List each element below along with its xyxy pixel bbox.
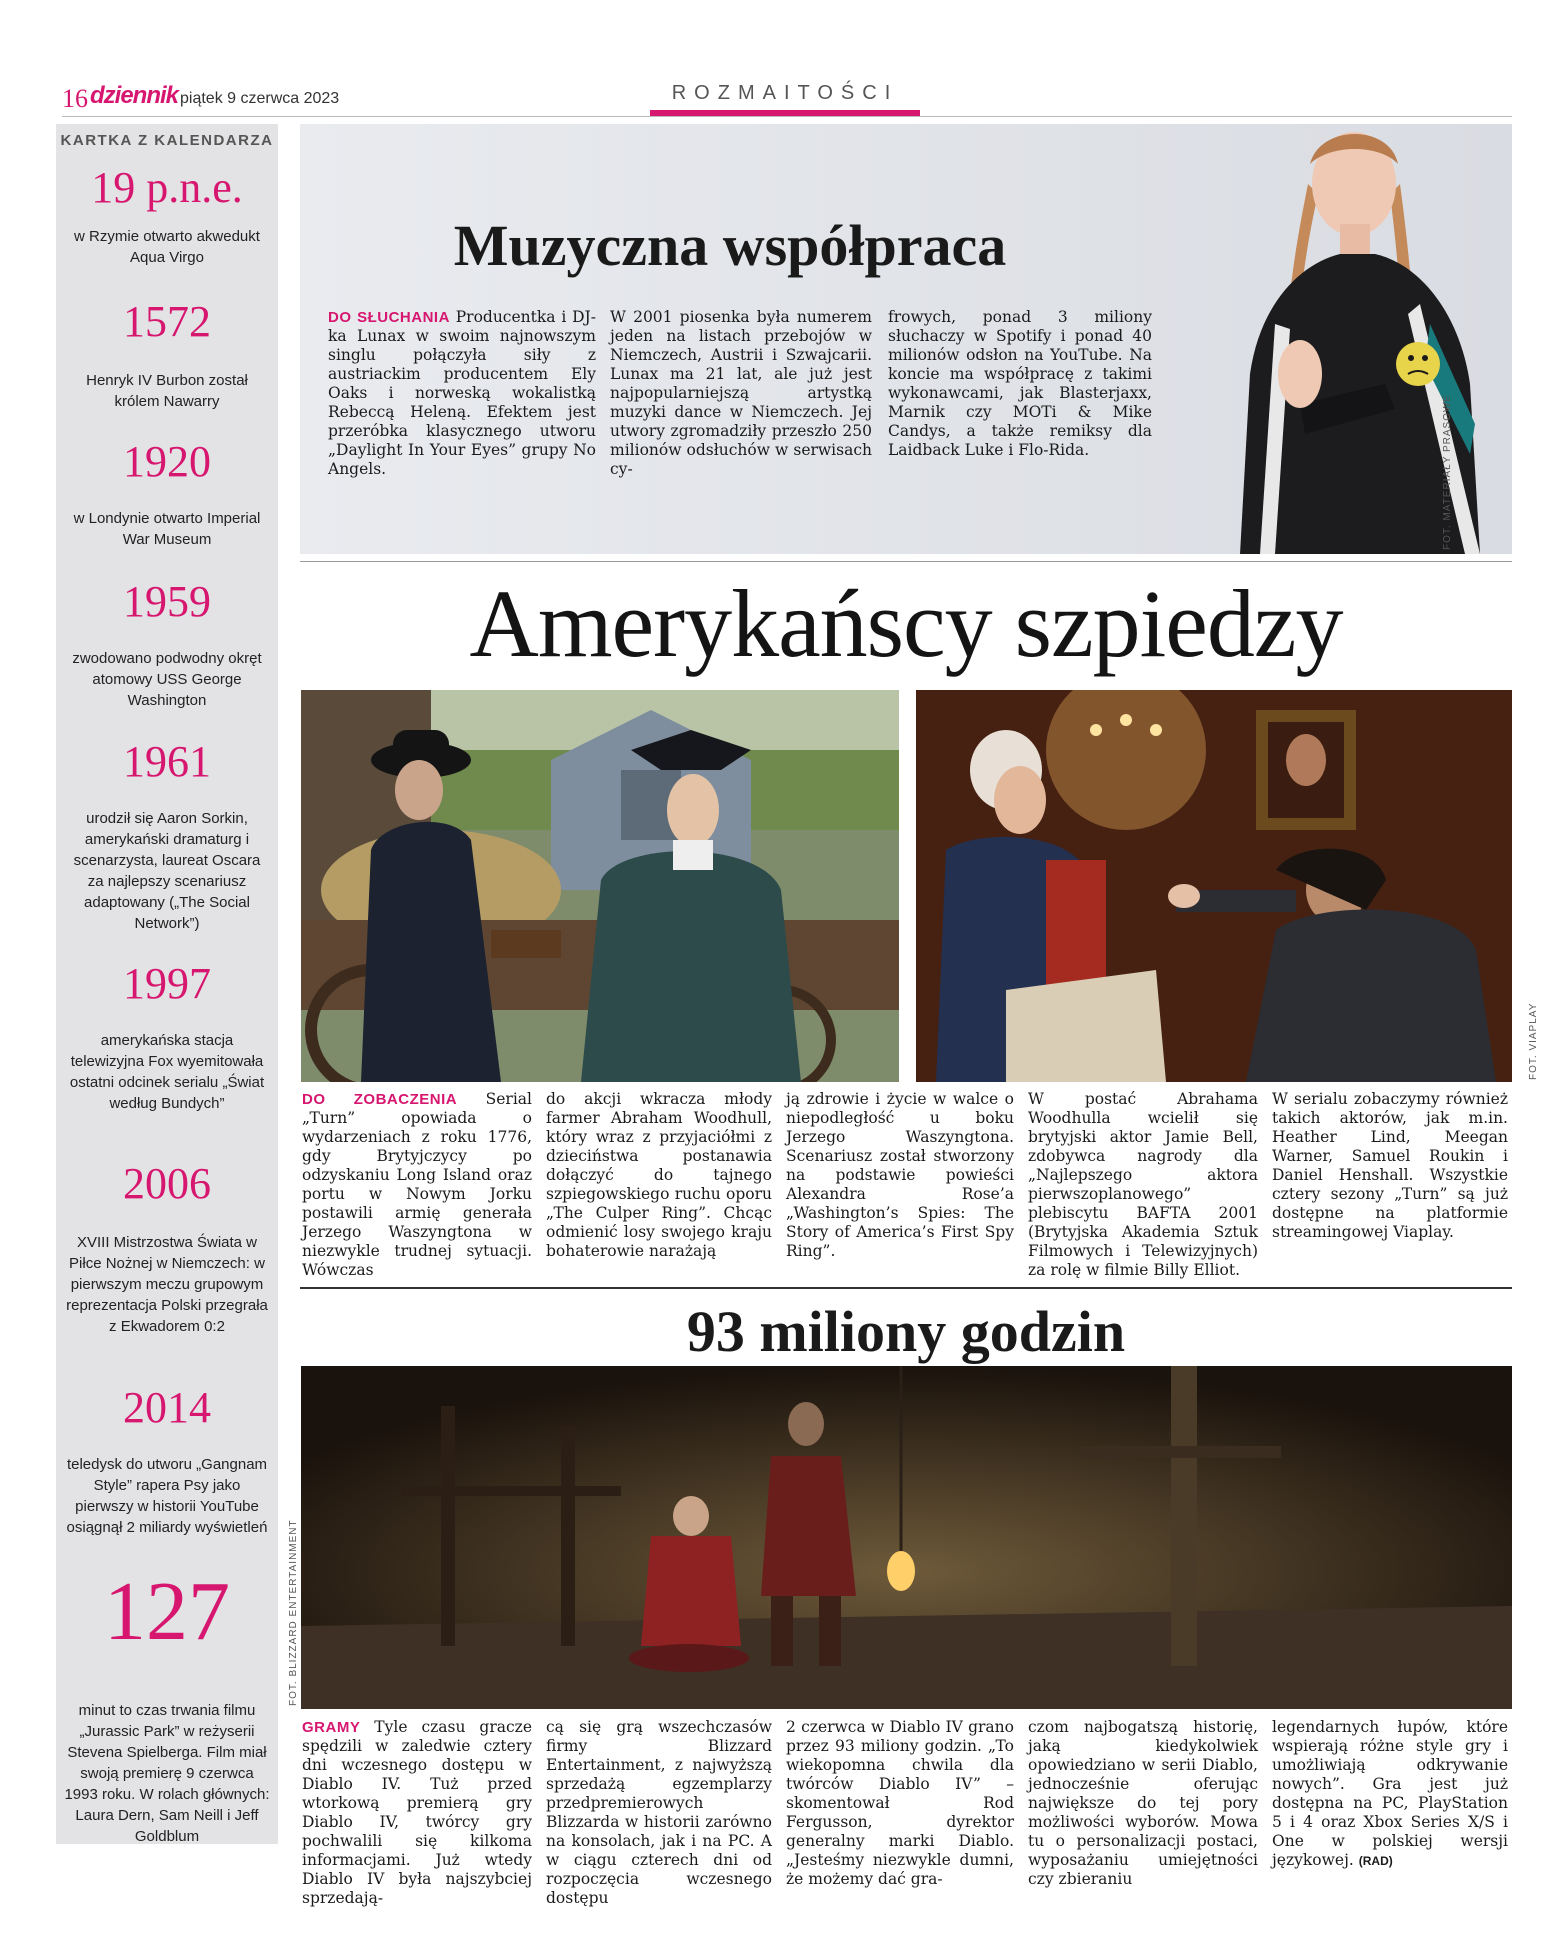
calendar-event: w Rzymie otwarto akwedukt Aqua Virgo: [74, 228, 260, 266]
game-article-col3: 2 czerwca w Diablo IV grano przez 93 miliony godzin. „To wiekopomna chwila dla twórców Diablo IV” – skomentował Rod Fergusson, dyrektor generalny marki Diablo. „Jesteśmy niezwykle dumni, że możemy dać gra-: [786, 1718, 1014, 1888]
calendar-event: w Londynie otwarto Imperial War Museum: [73, 510, 261, 548]
calendar-sidebar: [56, 124, 278, 1844]
music-article-col3: frowych, ponad 3 miliony słuchaczy w Spotify i ponad 40 milionów odsłon na YouTube. Na koncie ma współpracę z takimi wykonawcami, jak Blasterjaxx, Marnik czy MOTi & Mike Candys, a także remiksy dla Laidback Luke i Flo-Rida.: [888, 308, 1152, 459]
calendar-event: minut to czas trwania filmu „Jurassic Park” w reżyserii Stevena Spielberga. Film miał swoją premierę 9 czerwca 1993 roku. W rolach głównych: Laura Dern, Sam Neill i Jeff Goldblum: [64, 1702, 270, 1845]
calendar-year: 1959: [123, 577, 211, 626]
music-article-title: Muzyczna współpraca: [453, 213, 1007, 278]
spies-article-col1: [302, 1090, 532, 1280]
game-photo-credit: FOT. BLIZZARD ENTERTAINMENT: [288, 1519, 299, 1706]
game-article-col2: cą się grą wszechczasów firmy Blizzard Entertainment, z najwyższą sprzedażą egzemplarzy przedpremierowych Blizzarda w historii zarówno na konsolach, jak i na PC. A w ciągu czterech dni od rozpoczęcia wczesnego dostępu: [546, 1718, 772, 1907]
calendar-event: amerykańska stacja telewizyjna Fox wyemitowała ostatni odcinek serialu „Świat według Bundych”: [69, 1032, 265, 1112]
spies-article-lead: DO ZOBACZENIA: [302, 1091, 458, 1108]
spies-article-col5: W serialu zobaczymy również takich aktorów, jak m.in. Heather Lind, Meegan Warner, Samuel Roukin i Daniel Henshall. Wszystkie cztery sezony „Turn” są już dostępne na platformie streamingowej Viaplay.: [1272, 1090, 1508, 1241]
diablo-game-screenshot: [301, 1366, 1512, 1709]
section-rule: [300, 561, 1512, 562]
calendar-year: 2014: [123, 1383, 211, 1432]
sidebar-title: KARTKA Z KALENDARZA: [60, 132, 274, 149]
calendar-event: zwodowano podwodny okręt atomowy USS George Washington: [72, 650, 262, 709]
series-still-interior: [916, 690, 1512, 1082]
spies-article-col4: W postać Abrahama Woodhulla wcielił się brytyjski aktor Jamie Bell, zdobywca nagrody dla „Najlepszego aktora pierwszoplanowego” plebiscytu BAFTA 2001 (Brytyjska Akademia Sztuk Filmowych i Telewizyjnych) za rolę w filmie Billy Elliot.: [1028, 1090, 1258, 1279]
calendar-year: 2006: [123, 1159, 211, 1208]
game-article-text: Tyle czasu gracze spędzili w zaledwie cztery dni wczesnego dostępu w Diablo IV. Tuż przed wtorkową premierą gry Diablo IV, twórcy gry pochwalili się kilkoma informacjami. Już wtedy Diablo IV była najszybciej sprzedają-: [302, 1718, 532, 1907]
music-article-lead: DO SŁUCHANIA: [328, 309, 450, 326]
calendar-year: 19 p.n.e.: [91, 163, 243, 212]
music-article-col1: [328, 308, 596, 479]
calendar-year: 1961: [123, 737, 211, 786]
issue-date: piątek 9 czerwca 2023: [180, 90, 340, 107]
music-photo-credit: FOT. MATERIAŁY PRASOWE: [1442, 393, 1453, 550]
music-article-col2: W 2001 piosenka była numerem jeden na listach przebojów w Niemczech, Austrii i Szwajcarii. Lunax ma 21 lat, ale już jest najpopularniejszą artystką muzyki dance w Niemczech. Jej utwory zgromadziły przeszło 250 milionów odsłuchów w serwisach cy-: [610, 308, 872, 478]
calendar-number: 127: [104, 1565, 230, 1658]
game-article-text: legendarnych łupów, które wspierają różne style gry i umożliwiają odkrywanie nowych”. Gra jest już dostępna na PC, PlayStation 5 i 4 oraz Xbox Series X/S i One w polskiej wersji językowej.: [1272, 1718, 1508, 1869]
spies-article-text: Serial „Turn” opowiada o wydarzeniach z roku 1776, gdy Brytyjczycy po odzyskaniu Long Island oraz portu w Nowym Jorku postawili armię generała Jerzego Waszyngtona w niezwykle trudnej sytuacji. Wówczas: [302, 1090, 532, 1279]
game-article-col4: czom najbogatszą historię, jaką kiedykolwiek opowiedziano w serii Diablo, jednocześnie oferując największe do tej pory możliwości wyborów. Mowa tu o personalizacji postaci, wyposażaniu umiejętności czy zbieraniu: [1028, 1718, 1258, 1888]
game-article-col5: [1272, 1718, 1508, 1871]
music-article-text: Producentka i DJ-ka Lunax w swoim najnowszym singlu połączyła siły z austriackim producentem Ely Oaks i norweską wokalistką Rebeccą Heleną. Efektem jest przeróbka klasycznego utworu „Daylight In Your Eyes” grupy No Angels.: [328, 308, 596, 478]
spies-article-col3: ją zdrowie i życie w walce o niepodległość u boku Jerzego Waszyngtona. Scenariusz został stworzony na podstawie powieści Alexandra Rose’a „Washington’s Spies: The Story of America’s First Spy Ring”.: [786, 1090, 1014, 1260]
author-signature: (RAD): [1358, 1854, 1393, 1868]
section-rule: [300, 1287, 1512, 1289]
calendar-year: 1920: [123, 437, 211, 486]
page-number: 16: [62, 84, 88, 113]
game-article-title: 93 miliony godzin: [686, 1299, 1126, 1364]
calendar-event: XVIII Mistrzostwa Świata w Piłce Nożnej w Niemczech: w pierwszym meczu grupowym reprezentacja Polski przegrała z Ekwadorem 0:2: [66, 1234, 268, 1335]
spies-article-title: Amerykańscy szpiedzy: [469, 570, 1343, 677]
game-article-lead: GRAMY: [302, 1719, 361, 1736]
spies-photo-credit: FOT. VIAPLAY: [1528, 1002, 1539, 1080]
calendar-event: Henryk IV Burbon został królem Nawarry: [86, 372, 248, 410]
calendar-year: 1572: [123, 297, 211, 346]
calendar-event: urodził się Aaron Sorkin, amerykański dramaturg i scenarzysta, laureat Oscara za najlepszy scenariusz adaptowany („The Social Network”): [73, 810, 261, 932]
series-still-farm: [301, 690, 899, 1082]
newspaper-logo: dziennik: [90, 82, 179, 109]
spies-article-col2: do akcji wkracza młody farmer Abraham Woodhull, który wraz z przyjaciółmi z dzieciństwa postanawia dołączyć do tajnego szpiegowskiego ruchu oporu „The Culper Ring”. Chcąc odmienić losy swojego kraju bohaterowie narażają: [546, 1090, 772, 1260]
calendar-event: teledysk do utworu „Gangnam Style” rapera Psy jako pierwszy w historii YouTube osiągnął 2 miliardy wyświetleń: [66, 1456, 268, 1536]
section-title: ROZMAITOŚCI: [671, 82, 899, 104]
calendar-year: 1997: [123, 959, 211, 1008]
game-article-col1: [302, 1718, 532, 1908]
header-rule: [62, 116, 1512, 117]
